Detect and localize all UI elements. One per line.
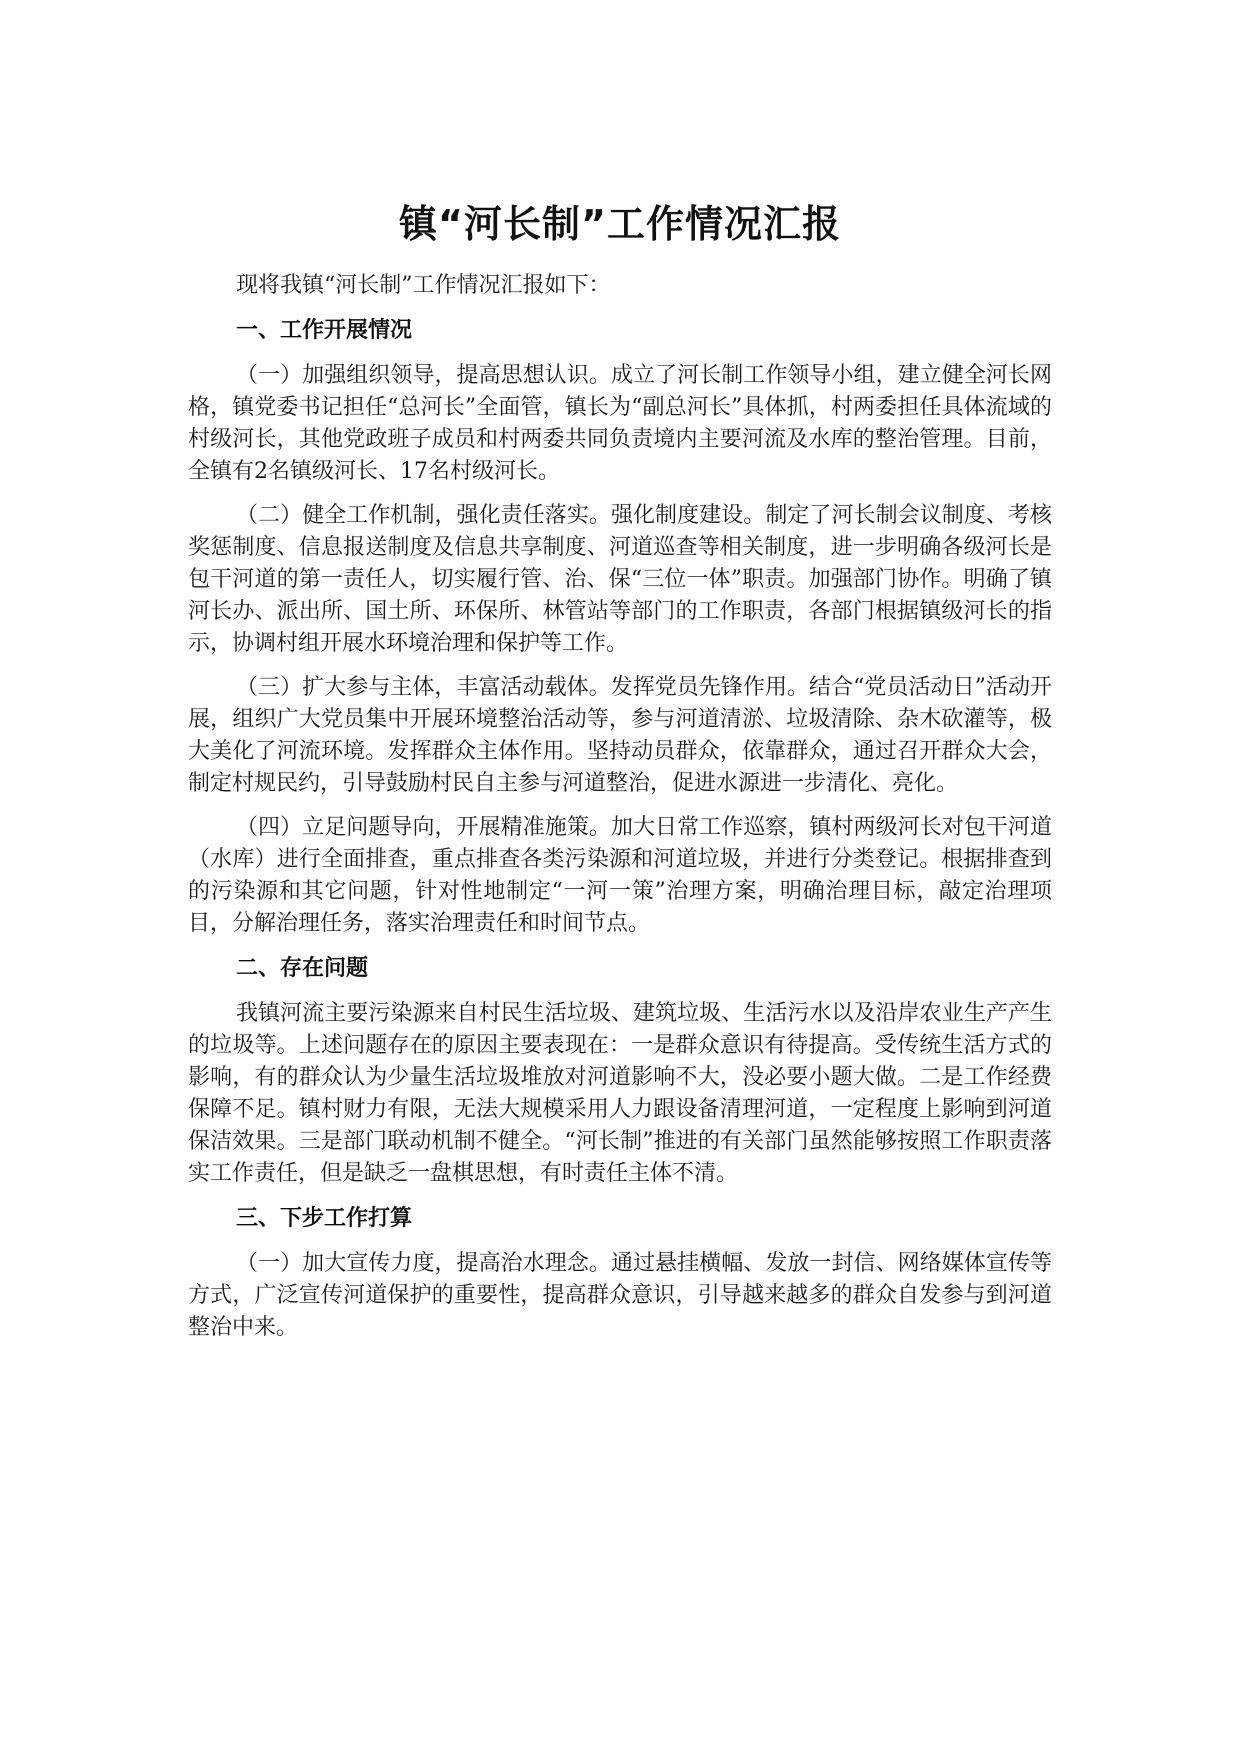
section-existing-problems [188,952,1052,1190]
section-heading: 二、存在问题 [236,956,369,981]
section-next-steps [188,1202,1052,1344]
body-paragraph: （二）健全工作机制，强化责任落实。强化制度建设。制定了河长制会议制度、考核奖惩制度、信息报送制度及信息共享制度、河道巡查等相关制度，进一步明确各级河长是包干河道的第一责任人，切实履行管、治、保“三位一体”职责。加强部门协作。明确了镇河长办、派出所、国土所、环保所、林管站等部门的工作职责，各部门根据镇级河长的指示，协调村组开展水环境治理和保护等工作。 [188,503,1052,656]
document-title: 镇“河长制”工作情况汇报 [399,202,841,246]
section-heading: 一、工作开展情况 [236,318,413,343]
intro-paragraph: 现将我镇“河长制”工作情况汇报如下： [236,273,611,298]
section-heading: 三、下步工作打算 [236,1206,413,1231]
body-paragraph: （三）扩大参与主体，丰富活动载体。发挥党员先锋作用。结合“党员活动日”活动开展，组织广大党员集中开展环境整治活动等，参与河道清淤、垃圾清除、杂木砍灌等，极大美化了河流环境。发挥群众主体作用。坚持动员群众，依靠群众，通过召开群众大会，制定村规民约，引导鼓励村民自主参与河道整治，促进水源进一步清化、亮化。 [188,675,1052,796]
body-paragraph: （一）加大宣传力度，提高治水理念。通过悬挂横幅、发放一封信、网络媒体宣传等方式，广泛宣传河道保护的重要性，提高群众意识，引导越来越多的群众自发参与到河道整治中来。 [188,1251,1052,1340]
section-work-progress [188,314,1052,940]
body-paragraph: 我镇河流主要污染源来自村民生活垃圾、建筑垃圾、生活污水以及沿岸农业生产产生的垃圾等。上述问题存在的原因主要表现在：一是群众意识有待提高。受传统生活方式的影响，有的群众认为少量生活垃圾堆放对河道影响不大，没必要小题大做。二是工作经费保障不足。镇村财力有限，无法大规模采用人力跟设备清理河道，一定程度上影响到河道保洁效果。三是部门联动机制不健全。“河长制”推进的有关部门虽然能够按照工作职责落实工作责任，但是缺乏一盘棋思想，有时责任主体不清。 [188,1001,1052,1186]
body-paragraph: （四）立足问题导向，开展精准施策。加大日常工作巡察，镇村两级河长对包干河道（水库）进行全面排查，重点排查各类污染源和河道垃圾，并进行分类登记。根据排查到的污染源和其它问题，针对性地制定“一河一策”治理方案，明确治理目标，敲定治理项目，分解治理任务，落实治理责任和时间节点。 [188,815,1052,936]
document-body [188,270,1052,1356]
body-paragraph: （一）加强组织领导，提高思想认识。成立了河长制工作领导小组，建立健全河长网格，镇党委书记担任“总河长”全面管，镇长为“副总河长”具体抓，村两委担任具体流域的村级河长，其他党政班子成员和村两委共同负责境内主要河流及水库的整治管理。目前，全镇有2名镇级河长、17名村级河长。 [188,363,1052,484]
